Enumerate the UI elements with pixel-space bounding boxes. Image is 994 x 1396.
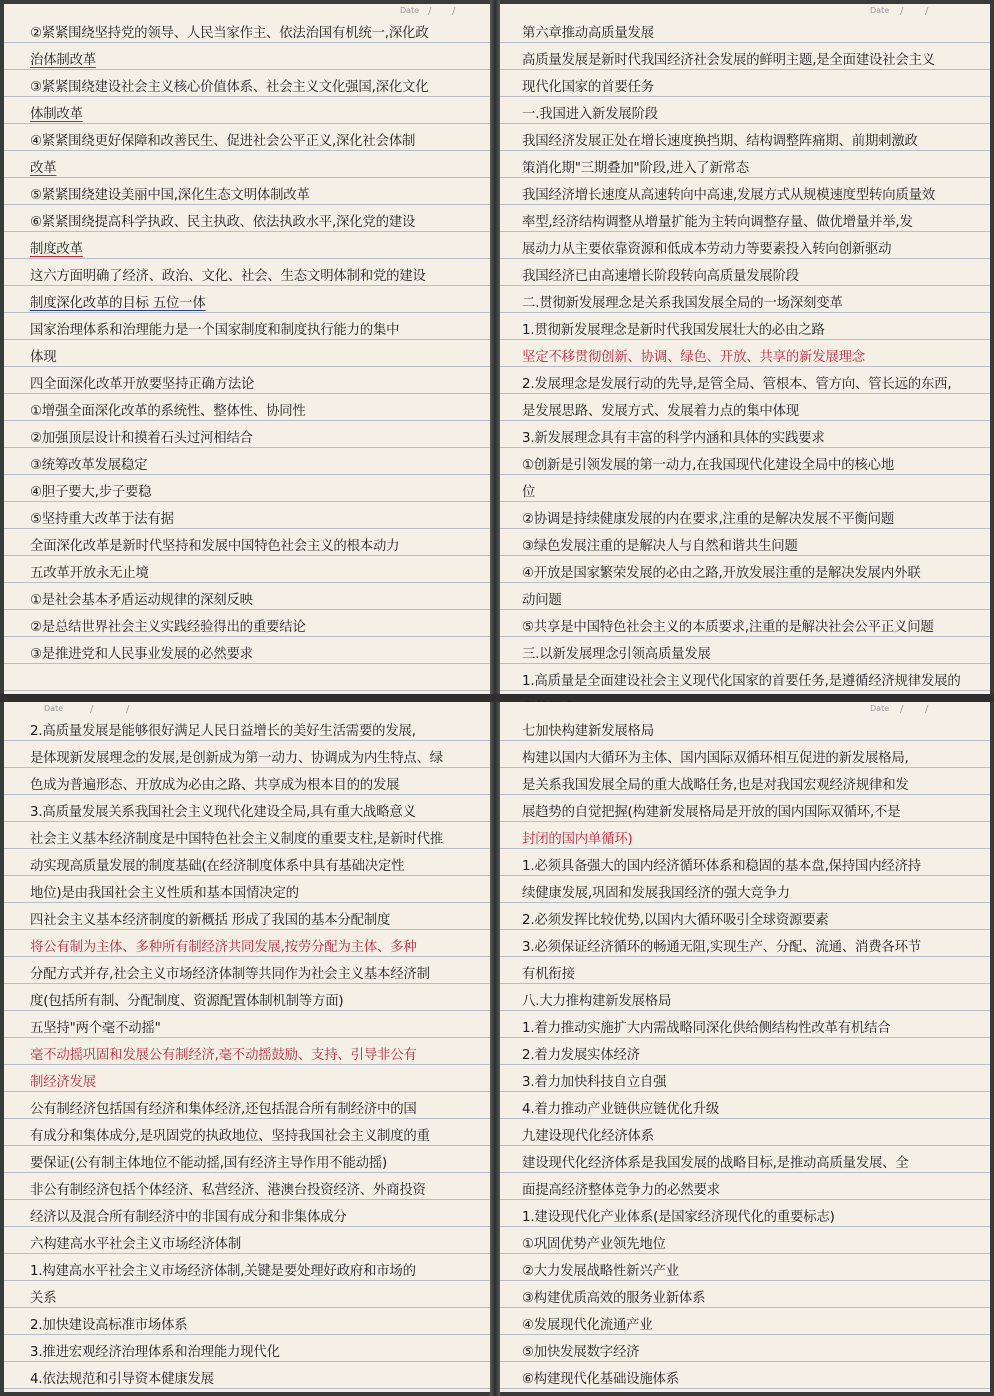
text-line: ③构建优质高效的服务业新体系 bbox=[522, 1291, 706, 1306]
text-line: ⑥构建现代化基础设施体系 bbox=[522, 1372, 679, 1387]
text-line: ①巩固优势产业领先地位 bbox=[522, 1237, 666, 1252]
text-line: 3.推进宏观经济治理体系和治理能力现代化 bbox=[30, 1345, 280, 1360]
text-line: 1.高质量是全面建设社会主义现代化国家的首要任务,是遵循经济规律发展的 bbox=[522, 674, 961, 689]
text-line: 非公有制经济包括个体经济、私营经济、港澳台投资经济、外商投资 bbox=[30, 1183, 426, 1198]
page-header bbox=[500, 702, 990, 718]
text-line: 坚定不移贯彻创新、协调、绿色、开放、共享的新发展理念 bbox=[522, 350, 865, 365]
text-line: 度(包括所有制、分配制度、资源配置体制机制等方面) bbox=[30, 994, 344, 1009]
text-line: 面提高经济整体竞争力的必然要求 bbox=[522, 1183, 720, 1198]
text-line: ②协调是持续健康发展的内在要求,注重的是解决发展不平衡问题 bbox=[522, 512, 895, 527]
text-line: 2.加快建设高标准市场体系 bbox=[30, 1318, 188, 1333]
notebook-page-bottom-right bbox=[500, 702, 990, 1392]
text-line: 构建以国内大循环为主体、国内国际双循环相互促进的新发展格局, bbox=[522, 751, 909, 766]
text-line: 制经济发展 bbox=[30, 1075, 96, 1090]
text-line: 一.我国进入新发展阶段 bbox=[522, 107, 658, 122]
text-line: 五坚持"两个毫不动摇" bbox=[30, 1021, 161, 1036]
text-line: 体制改革 bbox=[30, 107, 83, 122]
text-line: 3.着力加快科技自立自强 bbox=[522, 1075, 667, 1090]
text-line: ②是总结世界社会主义实践经验得出的重要结论 bbox=[30, 620, 306, 635]
text-line: 1.贯彻新发展理念是新时代我国发展壮大的必由之路 bbox=[522, 323, 825, 338]
text-line: ①增强全面深化改革的系统性、整体性、协同性 bbox=[30, 404, 306, 419]
text-line: 我国经济发展正处在增长速度换挡期、结构调整阵痛期、前期刺激政 bbox=[522, 134, 918, 149]
text-line: 制度改革 bbox=[30, 242, 83, 257]
text-line: 1.建设现代化产业体系(是国家经济现代化的重要标志) bbox=[522, 1210, 835, 1225]
text-line: 治体制改革 bbox=[30, 53, 96, 68]
page-text bbox=[500, 20, 990, 722]
page-text bbox=[500, 718, 990, 1393]
date-label: Date bbox=[44, 704, 64, 713]
text-line: 三.以新发展理念引领高质量发展 bbox=[522, 647, 711, 662]
text-line: 3.必须保证经济循环的畅通无阻,实现生产、分配、流通、消费各环节 bbox=[522, 940, 921, 955]
text-line: 位 bbox=[522, 485, 536, 500]
text-line: ③是推进党和人民事业发展的必然要求 bbox=[30, 647, 253, 662]
text-line: ⑤坚持重大改革于法有据 bbox=[30, 512, 174, 527]
text-line: 现代化国家的首要任务 bbox=[522, 80, 654, 95]
date-slash: / bbox=[900, 704, 904, 715]
text-line: 策消化期"三期叠加"阶段,进入了新常态 bbox=[522, 161, 750, 176]
text-line: 关系 bbox=[30, 1291, 57, 1306]
text-line: ④胆子要大,步子要稳 bbox=[30, 485, 152, 500]
text-line: ②加强顶层设计和摸着石头过河相结合 bbox=[30, 431, 253, 446]
date-slash: / bbox=[428, 6, 432, 17]
text-line: ⑤加快发展数字经济 bbox=[522, 1345, 640, 1360]
date-slash: / bbox=[90, 704, 94, 715]
text-line: 2.着力发展实体经济 bbox=[522, 1048, 640, 1063]
text-line: ⑤共享是中国特色社会主义的本质要求,注重的是解决社会公平正义问题 bbox=[522, 620, 934, 635]
text-line: 有机衔接 bbox=[522, 967, 575, 982]
text-line: ③紧紧围绕建设社会主义核心价值体系、社会主义文化强国,深化文化 bbox=[30, 80, 429, 95]
text-line: 展动力从主要依靠资源和低成本劳动力等要素投入转向创新驱动 bbox=[522, 242, 892, 257]
text-line: ④紧紧围绕更好保障和改善民生、促进社会公平正义,深化社会体制 bbox=[30, 134, 416, 149]
text-line: 第六章推动高质量发展 bbox=[522, 26, 654, 41]
text-line: 2.发展理念是发展行动的先导,是管全局、管根本、管方向、管长远的东西, bbox=[522, 377, 952, 392]
text-line: 改革 bbox=[30, 161, 57, 176]
text-line: 有成分和集体成分,是巩固党的执政地位、坚持我国社会主义制度的重 bbox=[30, 1129, 430, 1144]
text-line: 社会主义基本经济制度是中国特色社会主义制度的重要支柱,是新时代推 bbox=[30, 832, 443, 847]
text-line: 是关系我国发展全局的重大战略任务,也是对我国宏观经济规律和发 bbox=[522, 778, 909, 793]
text-line: 我国经济增长速度从高速转向中高速,发展方式从规模速度型转向质量效 bbox=[522, 188, 935, 203]
text-line: 是体现新发展理念的发展,是创新成为第一动力、协调成为内生特点、绿 bbox=[30, 751, 443, 766]
text-line: ④开放是国家繁荣发展的必由之路,开放发展注重的是解决发展内外联 bbox=[522, 566, 921, 581]
text-line: 1.着力推动实施扩大内需战略同深化供给侧结构性改革有机结合 bbox=[522, 1021, 891, 1036]
date-label: Date bbox=[400, 6, 420, 15]
text-line: 率型,经济结构调整从增量扩能为主转向调整存量、做优增量并举,发 bbox=[522, 215, 913, 230]
text-line: 将公有制为主体、多种所有制经济共同发展,按劳分配为主体、多种 bbox=[30, 940, 417, 955]
text-line: 2.高质量发展是能够很好满足人民日益增长的美好生活需要的发展, bbox=[30, 724, 416, 739]
text-line: 1.构建高水平社会主义市场经济体制,关键是要处理好政府和市场的 bbox=[30, 1264, 416, 1279]
date-slash: / bbox=[925, 704, 929, 715]
date-label: Date bbox=[870, 6, 890, 15]
text-line: 四全面深化改革开放要坚持正确方法论 bbox=[30, 377, 255, 392]
text-line: 3.新发展理念具有丰富的科学内涵和具体的实践要求 bbox=[522, 431, 825, 446]
text-line: ③统筹改革发展稳定 bbox=[30, 458, 148, 473]
text-line: 这六方面明确了经济、政治、文化、社会、生态文明体制和党的建设 bbox=[30, 269, 426, 284]
date-slash: / bbox=[126, 704, 130, 715]
text-line: 国家治理体系和治理能力是一个国家制度和制度执行能力的集中 bbox=[30, 323, 400, 338]
notebook-page-top-right bbox=[500, 4, 990, 694]
text-line: 制度深化改革的目标 五位一体 bbox=[30, 296, 206, 311]
text-line: 4.着力推动产业链供应链优化升级 bbox=[522, 1102, 720, 1117]
text-line: ①创新是引领发展的第一动力,在我国现代化建设全局中的核心地 bbox=[522, 458, 895, 473]
text-line: 续健康发展,巩固和发展我国经济的强大竞争力 bbox=[522, 886, 790, 901]
text-line: 我国经济已由高速增长阶段转向高质量发展阶段 bbox=[522, 269, 800, 284]
text-line: ①是社会基本矛盾运动规律的深刻反映 bbox=[30, 593, 253, 608]
text-line: 动问题 bbox=[522, 593, 562, 608]
text-line: 展趋势的自觉把握(构建新发展格局是开放的国内国际双循环,不是 bbox=[522, 805, 901, 820]
text-line: 公有制经济包括国有经济和集体经济,还包括混合所有制经济中的国 bbox=[30, 1102, 417, 1117]
text-line: 地位)是由我国社会主义性质和基本国情决定的 bbox=[30, 886, 299, 901]
text-line: 分配方式并存,社会主义市场经济体制等共同作为社会主义基本经济制 bbox=[30, 967, 430, 982]
text-line: 1.必须具备强大的国内经济循环体系和稳固的基本盘,保持国内经济持 bbox=[522, 859, 921, 874]
page-text bbox=[4, 20, 490, 668]
text-line: 五改革开放永无止境 bbox=[30, 566, 149, 581]
date-slash: / bbox=[900, 6, 904, 17]
notebook-page-bottom-left bbox=[4, 702, 490, 1392]
text-line: ②大力发展战略性新兴产业 bbox=[522, 1264, 679, 1279]
date-label: Date bbox=[870, 704, 890, 713]
notebook-page-top-left bbox=[4, 4, 490, 694]
text-line: ③绿色发展注重的是解决人与自然和谐共生问题 bbox=[522, 539, 798, 554]
text-line: 毫不动摇巩固和发展公有制经济,毫不动摇鼓励、支持、引导非公有 bbox=[30, 1048, 417, 1063]
text-line: 六构建高水平社会主义市场经济体制 bbox=[30, 1237, 242, 1252]
text-line: 体现 bbox=[30, 350, 57, 365]
text-line: 4.依法规范和引导资本健康发展 bbox=[30, 1372, 214, 1387]
text-line: 七加快构建新发展格局 bbox=[522, 724, 654, 739]
text-line: 是发展思路、发展方式、发展着力点的集中体现 bbox=[522, 404, 800, 419]
text-line: 二.贯彻新发展理念是关系我国发展全局的一场深刻变革 bbox=[522, 296, 843, 311]
text-line: 九建设现代化经济体系 bbox=[522, 1129, 654, 1144]
text-line: 色成为普遍形态、开放成为必由之路、共享成为根本目的的发展 bbox=[30, 778, 400, 793]
text-line: 建设现代化经济体系是我国发展的战略目标,是推动高质量发展、全 bbox=[522, 1156, 909, 1171]
date-slash: / bbox=[452, 6, 456, 17]
text-line: 高质量发展是新时代我国经济社会发展的鲜明主题,是全面建设社会主义 bbox=[522, 53, 935, 68]
text-line: ⑤紧紧围绕建设美丽中国,深化生态文明体制改革 bbox=[30, 188, 310, 203]
text-line: 2.必须发挥比较优势,以国内大循环吸引全球资源要素 bbox=[522, 913, 829, 928]
text-line: 封闭的国内单循环) bbox=[522, 832, 633, 847]
text-line: ④发展现代化流通产业 bbox=[522, 1318, 653, 1333]
text-line: 全面深化改革是新时代坚持和发展中国特色社会主义的根本动力 bbox=[30, 539, 400, 554]
text-line: 经济以及混合所有制经济中的非国有成分和非集体成分 bbox=[30, 1210, 347, 1225]
text-line: 四社会主义基本经济制度的新概括 形成了我国的基本分配制度 bbox=[30, 913, 391, 928]
text-line: 要保证(公有制主体地位不能动摇,国有经济主导作用不能动摇) bbox=[30, 1156, 388, 1171]
text-line: ⑥紧紧围绕提高科学执政、民主执政、依法执政水平,深化党的建设 bbox=[30, 215, 416, 230]
text-line: ②紧紧围绕坚持党的领导、人民当家作主、依法治国有机统一,深化政 bbox=[30, 26, 429, 41]
text-line: 八.大力推构建新发展格局 bbox=[522, 994, 672, 1009]
page-header bbox=[4, 702, 490, 718]
page-header bbox=[500, 4, 990, 20]
text-line: 动实现高质量发展的制度基础(在经济制度体系中具有基础决定性 bbox=[30, 859, 405, 874]
page-text bbox=[4, 718, 490, 1393]
page-header bbox=[4, 4, 490, 20]
date-slash: / bbox=[925, 6, 929, 17]
text-line: 3.高质量发展关系我国社会主义现代化建设全局,具有重大战略意义 bbox=[30, 805, 416, 820]
